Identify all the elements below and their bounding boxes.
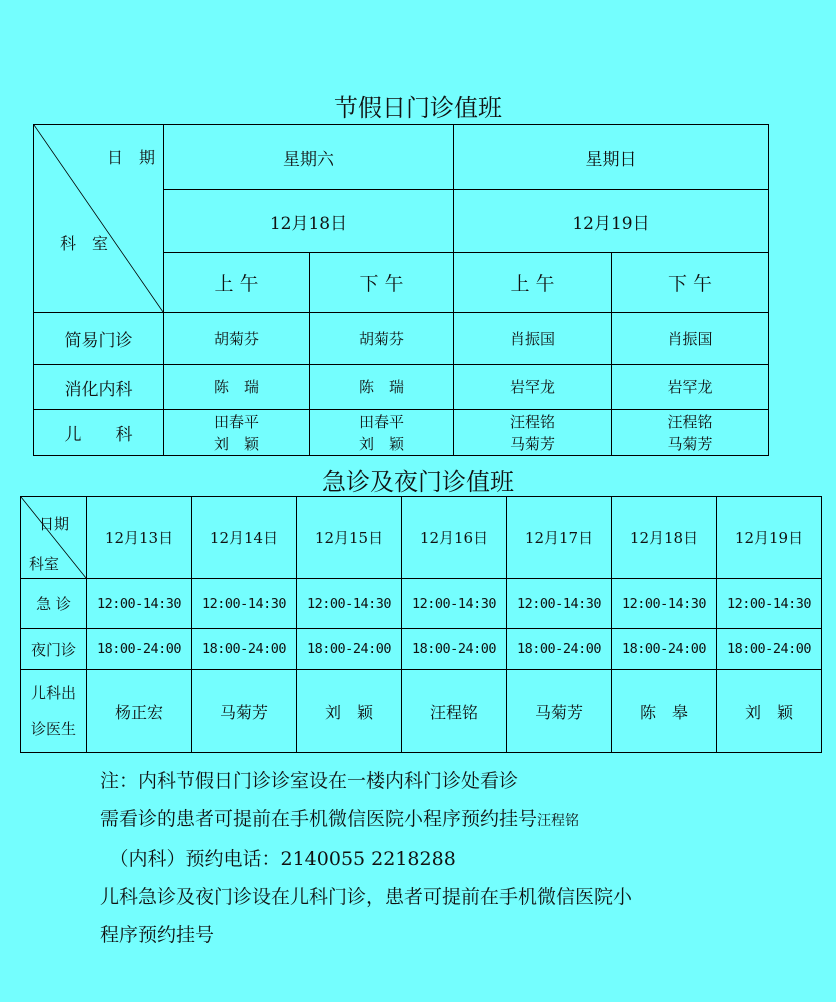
date-header: 12月16日 [402, 497, 507, 579]
row-label [21, 670, 87, 753]
doctor-name: 刘 颖 [358, 434, 404, 453]
period-sun-pm: 下 午 [612, 253, 769, 313]
doctor-cell: 岩罕龙 [454, 365, 612, 410]
corner-dept-label: 科 室 [60, 234, 109, 253]
date-saturday: 12月18日 [164, 190, 454, 253]
time-cell: 12:00-14:30 [402, 579, 507, 629]
doctor-name: 汪程铭 [667, 412, 713, 431]
doctor-cell: 汪程铭 [402, 670, 507, 753]
row-label-line: 儿科出 [30, 684, 76, 702]
doctor-name: 马菊芳 [509, 434, 555, 453]
doctor-cell [454, 410, 612, 456]
doctor-cell: 陈 瑞 [310, 365, 454, 410]
doctor-cell: 肖振国 [612, 313, 769, 365]
table-row [21, 579, 822, 629]
doctor-name: 马菊芳 [667, 434, 713, 453]
corner-header [21, 497, 87, 579]
doctor-cell: 陈 瑞 [164, 365, 310, 410]
time-cell: 12:00-14:30 [717, 579, 822, 629]
dept-label: 消化内科 [34, 365, 164, 410]
doctor-name: 田春平 [358, 412, 404, 431]
date-sunday: 12月19日 [454, 190, 769, 253]
note-line: 程序预约挂号 [100, 924, 215, 946]
table-row [21, 670, 822, 753]
doctor-cell: 岩罕龙 [612, 365, 769, 410]
holiday-schedule-title: 节假日门诊值班 [334, 94, 502, 122]
doctor-cell: 陈 皋 [612, 670, 717, 753]
time-cell: 12:00-14:30 [612, 579, 717, 629]
note-signature: 汪程铭 [537, 813, 580, 829]
doctor-cell: 肖振国 [454, 313, 612, 365]
table-row [21, 629, 822, 670]
table-row [34, 410, 769, 456]
doctor-cell: 杨正宏 [87, 670, 192, 753]
emergency-schedule-table [20, 496, 822, 753]
time-cell: 18:00-24:00 [507, 629, 612, 670]
date-header: 12月13日 [87, 497, 192, 579]
emergency-schedule-title: 急诊及夜门诊值班 [322, 468, 514, 496]
time-cell: 12:00-14:30 [192, 579, 297, 629]
corner-date-label: 日 期 [106, 148, 155, 167]
row-label: 急 诊 [21, 579, 87, 629]
date-header: 12月18日 [612, 497, 717, 579]
time-cell: 18:00-24:00 [717, 629, 822, 670]
doctor-cell [612, 410, 769, 456]
time-cell: 12:00-14:30 [507, 579, 612, 629]
time-cell: 18:00-24:00 [402, 629, 507, 670]
doctor-cell: 胡菊芬 [310, 313, 454, 365]
corner-header [34, 125, 164, 313]
note-line [100, 800, 632, 840]
period-sun-am: 上 午 [454, 253, 612, 313]
time-cell: 18:00-24:00 [297, 629, 402, 670]
doctor-cell: 刘 颖 [717, 670, 822, 753]
period-sat-am: 上 午 [164, 253, 310, 313]
date-header: 12月19日 [717, 497, 822, 579]
period-sat-pm: 下 午 [310, 253, 454, 313]
doctor-cell: 胡菊芬 [164, 313, 310, 365]
doctor-name: 汪程铭 [509, 412, 555, 431]
weekday-saturday: 星期六 [164, 125, 454, 190]
time-cell: 18:00-24:00 [87, 629, 192, 670]
time-cell: 12:00-14:30 [87, 579, 192, 629]
note-line: 儿科急诊及夜门诊设在儿科门诊，患者可提前在手机微信医院小 [100, 886, 633, 908]
doctor-cell [310, 410, 454, 456]
time-cell: 18:00-24:00 [612, 629, 717, 670]
notes-section [100, 762, 632, 954]
corner-date-label: 日期 [39, 515, 70, 533]
dept-label: 儿 科 [34, 410, 164, 456]
date-header: 12月15日 [297, 497, 402, 579]
date-header: 12月17日 [507, 497, 612, 579]
weekday-sunday: 星期日 [454, 125, 769, 190]
row-label: 夜门诊 [21, 629, 87, 670]
holiday-schedule-table [33, 124, 769, 456]
table-row [34, 365, 769, 410]
row-label-line: 诊医生 [30, 720, 76, 738]
doctor-name: 刘 颖 [213, 434, 259, 453]
dept-label: 简易门诊 [34, 313, 164, 365]
note-text: 需看诊的患者可提前在手机微信医院小程序预约挂号 [100, 808, 538, 830]
time-cell: 12:00-14:30 [297, 579, 402, 629]
date-header: 12月14日 [192, 497, 297, 579]
doctor-cell: 刘 颖 [297, 670, 402, 753]
note-line: 注：内科节假日门诊诊室设在一楼内科门诊处看诊 [100, 770, 519, 792]
time-cell: 18:00-24:00 [192, 629, 297, 670]
note-line: （内科）预约电话：2140055 2218288 [100, 848, 456, 870]
doctor-cell: 马菊芳 [192, 670, 297, 753]
doctor-cell: 马菊芳 [507, 670, 612, 753]
doctor-name: 田春平 [213, 412, 259, 431]
table-row [34, 313, 769, 365]
corner-dept-label: 科室 [29, 555, 60, 573]
doctor-cell [164, 410, 310, 456]
